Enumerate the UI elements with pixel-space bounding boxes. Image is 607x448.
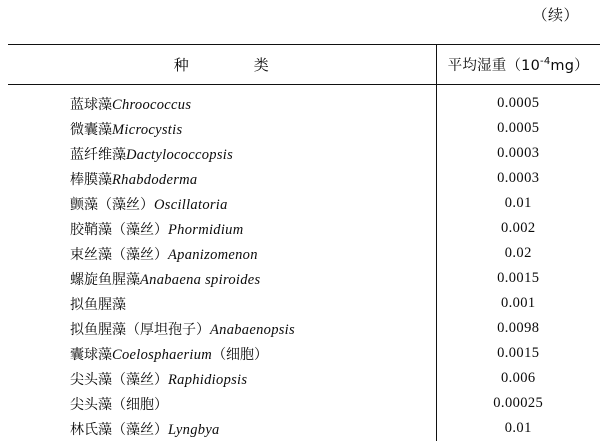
weight-value-cell: 0.0005 — [436, 91, 600, 116]
table-row — [8, 216, 600, 241]
table-container — [8, 44, 600, 441]
weight-value-cell: 0.0005 — [436, 116, 600, 141]
species-name-cn: 棒膜藻 — [70, 171, 112, 188]
species-name-latin: Oscillatoria — [154, 196, 228, 213]
species-name-cn: 颤藻（藻丝） — [70, 196, 154, 213]
weight-value-cell: 0.001 — [436, 291, 600, 316]
weight-value-cell: 0.0015 — [436, 266, 600, 291]
table-row — [8, 241, 600, 266]
table-row — [8, 341, 600, 366]
species-name-cn: 蓝纤维藻 — [70, 146, 126, 163]
species-name-latin: Microcystis — [112, 121, 183, 138]
species-name-latin: Chroococcus — [112, 96, 192, 113]
weight-value-cell: 0.01 — [436, 191, 600, 216]
species-name-latin: Anabaena spiroides — [140, 271, 261, 288]
continued-label: （续） — [532, 8, 579, 24]
species-name-latin: Phormidium — [168, 221, 244, 238]
species-cell — [8, 166, 436, 191]
species-name-cn: 拟鱼腥藻（厚坦孢子） — [70, 321, 210, 338]
species-name-cn: 尖头藻（藻丝） — [70, 371, 168, 388]
column-header-species — [8, 45, 436, 85]
species-name-latin: Coelosphaerium — [112, 346, 213, 363]
species-cell — [8, 141, 436, 166]
column-header-weight — [436, 45, 600, 85]
weight-value-cell: 0.02 — [436, 241, 600, 266]
table-body — [8, 85, 600, 442]
table-row — [8, 116, 600, 141]
species-name-cn: 拟鱼腥藻 — [70, 296, 126, 313]
weight-value-cell: 0.00025 — [436, 391, 600, 416]
table-row — [8, 191, 600, 216]
table-row — [8, 166, 600, 191]
species-name-cn: 束丝藻（藻丝） — [70, 246, 168, 263]
species-cell — [8, 241, 436, 266]
species-name-suffix: （细胞） — [212, 346, 269, 363]
table-row — [8, 416, 600, 441]
species-cell — [8, 216, 436, 241]
table-row — [8, 366, 600, 391]
species-cell — [8, 416, 436, 441]
table-header — [8, 45, 600, 85]
weight-value-cell: 0.002 — [436, 216, 600, 241]
species-name-cn: 尖头藻（细胞） — [70, 396, 168, 413]
species-name-cn: 囊球藻 — [70, 346, 112, 363]
weight-value-cell: 0.0003 — [436, 166, 600, 191]
weight-value-cell: 0.0003 — [436, 141, 600, 166]
species-name-cn: 胶鞘藻（藻丝） — [70, 221, 168, 238]
species-name-latin: Dactylococcopsis — [126, 146, 234, 163]
column-header-weight-label: 平均湿重$(10^{-4}mg)$ — [447, 56, 589, 74]
species-cell — [8, 341, 436, 366]
species-cell — [8, 91, 436, 116]
species-cell — [8, 266, 436, 291]
species-cell — [8, 316, 436, 341]
species-cell — [8, 366, 436, 391]
species-name-latin: Rhabdoderma — [112, 171, 198, 188]
species-cell — [8, 116, 436, 141]
table-row — [8, 291, 600, 316]
species-weight-table — [8, 44, 600, 441]
column-header-species-label: 种 类 — [173, 56, 270, 74]
table-row — [8, 316, 600, 341]
weight-value-cell: 0.0015 — [436, 341, 600, 366]
species-name-latin: Anabaenopsis — [210, 321, 295, 338]
species-name-cn: 林氏藻（藻丝） — [70, 421, 168, 438]
table-row — [8, 141, 600, 166]
species-cell — [8, 291, 436, 316]
species-name-cn: 微囊藻 — [70, 121, 112, 138]
weight-value-cell: 0.0098 — [436, 316, 600, 341]
species-name-latin: Raphidiopsis — [168, 371, 248, 388]
table-row — [8, 391, 600, 416]
species-name-latin: Lyngbya — [168, 421, 220, 438]
species-name-latin: Apanizomenon — [168, 246, 258, 263]
species-cell — [8, 391, 436, 416]
table-row — [8, 91, 600, 116]
species-name-cn: 蓝球藻 — [70, 96, 112, 113]
weight-value-cell: 0.006 — [436, 366, 600, 391]
species-name-cn: 螺旋鱼腥藻 — [70, 271, 140, 288]
weight-value-cell: 0.01 — [436, 416, 600, 441]
table-row — [8, 266, 600, 291]
species-cell — [8, 191, 436, 216]
